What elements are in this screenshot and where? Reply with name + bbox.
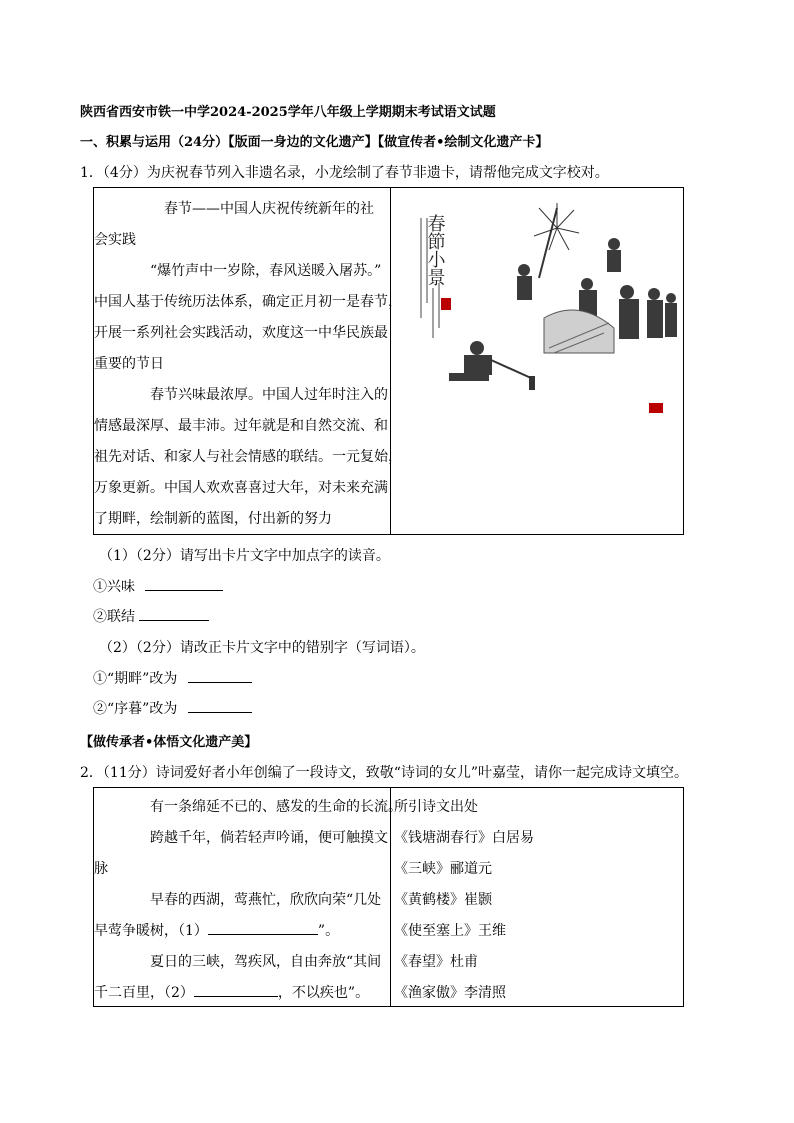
poem-line-part: 千二百里，（2）	[94, 985, 194, 1001]
correction-line-1	[93, 668, 252, 688]
poem-line-part: 早莺争暖树，（1）	[94, 923, 208, 939]
card-line: 万象更新。中国人欢欢喜喜过大年，对未来充满	[94, 480, 388, 496]
sub1-item-b: ②联结	[93, 609, 135, 625]
poem-line: 有一条绵延不已的、感发的生命的长流。	[150, 799, 402, 815]
poem-line: 夏日的三峡，驾疾风，自由奔放“其间	[150, 954, 382, 970]
spring-festival-painting	[409, 188, 679, 420]
question-1-sub1: （1）（2分）请写出卡片文字中加点字的读音。	[99, 548, 390, 564]
answer-blank[interactable]	[145, 576, 223, 591]
source-item: 《钱塘湖春行》白居易	[394, 830, 534, 846]
painting-caption: 春節小景	[424, 214, 446, 286]
card-line: 了期畔，绘制新的蓝图，付出新的努力	[94, 511, 332, 527]
answer-blank[interactable]	[208, 920, 318, 935]
poem-text	[94, 792, 402, 1009]
card-line: 开展一系列社会实践活动，欢度这一中华民族最	[94, 325, 388, 341]
card-line: “爆竹声中一岁除，春风送暖入屠苏。”	[150, 263, 382, 279]
card-line: 会实践	[94, 232, 136, 248]
source-item: 《三峡》郦道元	[394, 861, 492, 877]
card-line: 中国人基于传统历法体系，确定正月初一是春节，	[94, 294, 402, 310]
document-title: 陕西省西安市铁一中学2024-2025学年八年级上学期期末考试语文试题	[80, 105, 496, 120]
source-item: 《春望》杜甫	[394, 954, 478, 970]
question-2-stem: 2．（11分）诗词爱好者小年创编了一段诗文，致敬“诗词的女儿”叶嘉莹，请你一起完成诗文填空。	[80, 765, 689, 781]
question-1-stem: 1．（4分）为庆祝春节列入非遗名录，小龙绘制了春节非遗卡，请帮他完成文字校对。	[80, 165, 609, 181]
poem-divider	[390, 788, 391, 1006]
sub1-item-a: ①兴味	[93, 579, 135, 595]
card-divider	[390, 188, 391, 534]
heritage-card	[93, 187, 684, 535]
poem-line: 早春的西湖，莺燕忙，欣欣向荣“几处	[150, 892, 382, 908]
pinyin-line-2	[93, 606, 209, 626]
answer-blank[interactable]	[194, 982, 278, 997]
poem-line: 跨越千年，倘若轻声吟诵，便可触摸文	[150, 830, 388, 846]
answer-blank[interactable]	[188, 698, 252, 713]
card-line: 情感最深厚、最丰沛。过年就是和自然交流、和	[94, 418, 388, 434]
answer-blank[interactable]	[139, 606, 209, 621]
poem-line	[94, 916, 390, 947]
correction-line-2	[93, 698, 252, 718]
sources-header: 所引诗文出处	[394, 799, 478, 815]
poem-line-part: ”。	[317, 923, 340, 939]
source-item: 《使至塞上》王维	[394, 923, 506, 939]
poem-sources	[394, 792, 534, 1009]
sub2-item-a: ①“期畔”改为	[93, 671, 178, 687]
card-line: 春节兴味最浓厚。中国人过年时注入的	[150, 387, 388, 403]
card-line: 祖先对话、和家人与社会情感的联结。一元复始，	[94, 449, 402, 465]
pinyin-line-1	[93, 576, 223, 596]
card-line: 春节——中国人庆祝传统新年的社	[164, 201, 374, 217]
card-line: 重要的节日	[94, 356, 164, 372]
poem-table	[93, 787, 684, 1007]
poem-line	[94, 978, 390, 1009]
sub2-item-b: ②“序暮”改为	[93, 701, 178, 717]
section-heading: 一、积累与运用（24分）【版面一身边的文化遗产】【做宣传者•绘制文化遗产卡】	[80, 135, 549, 150]
poem-line: 脉	[94, 861, 108, 877]
poem-line-part: ，不以疾也”。	[277, 985, 370, 1001]
answer-blank[interactable]	[188, 668, 252, 683]
section-2-heading: 【做传承者•体悟文化遗产美】	[80, 735, 258, 750]
question-1-sub2: （2）（2分）请改正卡片文字中的错别字（写词语）。	[99, 640, 425, 656]
card-text	[94, 194, 402, 535]
source-item: 《渔家傲》李清照	[394, 985, 506, 1001]
source-item: 《黄鹤楼》崔颢	[394, 892, 492, 908]
